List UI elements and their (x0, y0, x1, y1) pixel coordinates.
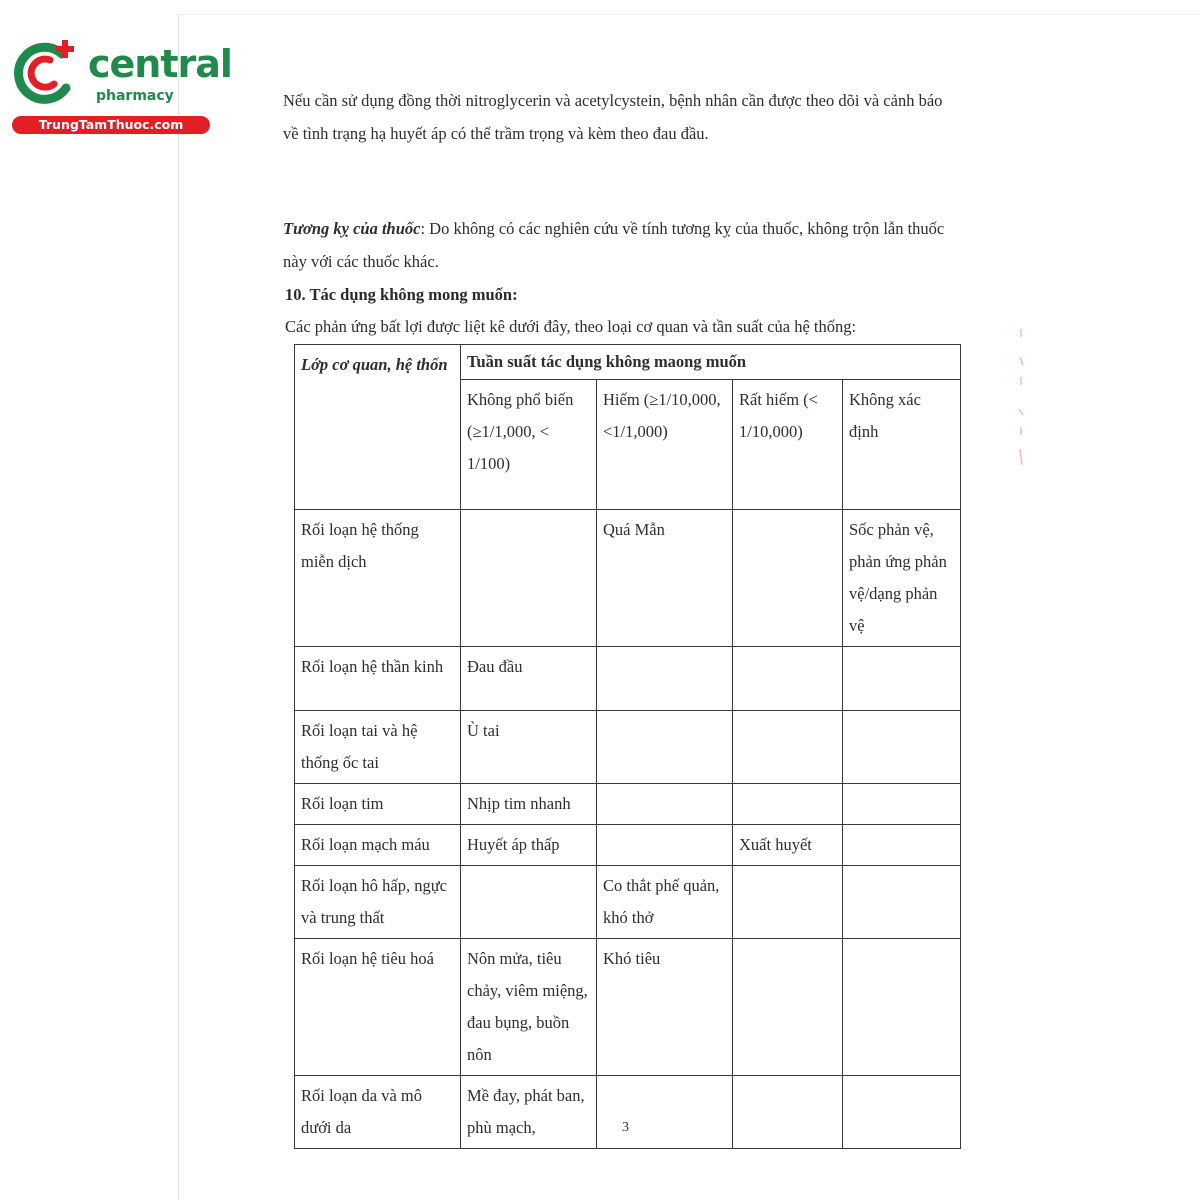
table-cell (733, 1076, 843, 1149)
cross-c-logo-icon (10, 38, 80, 108)
table-row (295, 1076, 961, 1149)
organ-cell: Rối loạn hệ thần kinh (295, 647, 461, 711)
column-header: Không phổ biến (≥1/1,000, < 1/100) (461, 380, 597, 510)
table-cell: Mề đay, phát ban, phù mạch, (461, 1076, 597, 1149)
table-cell: Nôn mửa, tiêu chảy, viêm miệng, đau bụng, buồn nôn (461, 939, 597, 1076)
table-cell: Co thắt phế quản, khó thở (597, 866, 733, 939)
organ-cell: Rối loạn tim (295, 784, 461, 825)
table-cell (733, 647, 843, 711)
scan-artifact-marks (1016, 325, 1026, 475)
column-header: Không xác định (843, 380, 961, 510)
section-intro: Các phản ứng bất lợi được liệt kê dưới đây, theo loại cơ quan và tần suất của hệ thống: (285, 317, 857, 336)
organ-cell: Rối loạn da và mô dưới da (295, 1076, 461, 1149)
scan-edge (178, 14, 179, 1200)
table-header-row (295, 345, 961, 380)
table-cell: Sốc phản vệ, phản ứng phản vệ/dạng phản vệ (843, 510, 961, 647)
table-cell: Huyết áp thấp (461, 825, 597, 866)
table-cell: Nhịp tim nhanh (461, 784, 597, 825)
table-cell (597, 784, 733, 825)
table-cell (597, 1076, 733, 1149)
table-row (295, 866, 961, 939)
logo-site-bar: TrungTamThuoc.com (12, 116, 210, 134)
table-cell (597, 647, 733, 711)
table-cell: Khó tiêu (597, 939, 733, 1076)
table-cell: Xuất huyết (733, 825, 843, 866)
paragraph-nitroglycerin: Nếu cần sử dụng đồng thời nitroglycerin và acetylcystein, bệnh nhân cần được theo dõi và cảnh báo về tình trạng hạ huyết áp có thể trầm trọng và kèm theo đau đầu. (283, 91, 943, 143)
table-cell (843, 1076, 961, 1149)
table-cell (597, 825, 733, 866)
table-row (295, 939, 961, 1076)
table-cell (461, 510, 597, 647)
organ-header-cell: Lớp cơ quan, hệ thốn (295, 345, 461, 510)
table-row (295, 510, 961, 647)
table-row (295, 647, 961, 711)
table-row (295, 711, 961, 784)
table-cell (597, 711, 733, 784)
table-cell (843, 866, 961, 939)
adverse-effects-table (294, 344, 961, 1149)
organ-cell: Rối loạn hệ tiêu hoá (295, 939, 461, 1076)
incompatibility-label: Tương kỵ của thuốc (283, 219, 421, 238)
table-cell: Đau đầu (461, 647, 597, 711)
scan-top-edge (178, 14, 1200, 15)
section-heading: 10. Tác dụng không mong muốn: (285, 285, 518, 304)
frequency-header-cell: Tuần suất tác dụng không maong muốn (461, 345, 961, 380)
logo-sub-text: pharmacy (96, 88, 174, 104)
organ-cell: Rối loạn mạch máu (295, 825, 461, 866)
table-cell (843, 825, 961, 866)
page-number: 3 (622, 1120, 629, 1135)
paragraph-incompatibility (283, 212, 955, 278)
table-cell (461, 866, 597, 939)
table-cell (843, 784, 961, 825)
table-cell: Quá Mẫn (597, 510, 733, 647)
table-cell (843, 939, 961, 1076)
table-row (295, 825, 961, 866)
organ-cell: Rối loạn hô hấp, ngực và trung thất (295, 866, 461, 939)
column-header: Hiếm (≥1/10,000, <1/1,000) (597, 380, 733, 510)
organ-cell: Rối loạn tai và hệ thống ốc tai (295, 711, 461, 784)
table-cell (733, 510, 843, 647)
table-cell (843, 647, 961, 711)
table-cell: Ù tai (461, 711, 597, 784)
brand-logo (10, 38, 232, 138)
incompatibility-text: : Do không có các nghiên cứu về tính tương kỵ của thuốc, không trộn lẫn thuốc này với các thuốc khác. (283, 219, 945, 271)
table-cell (733, 711, 843, 784)
logo-brand-text: central (88, 42, 232, 86)
table-row (295, 784, 961, 825)
table-cell (733, 784, 843, 825)
table-cell (733, 866, 843, 939)
organ-cell: Rối loạn hệ thống miễn dịch (295, 510, 461, 647)
table-cell (843, 711, 961, 784)
table-cell (733, 939, 843, 1076)
column-header: Rất hiếm (< 1/10,000) (733, 380, 843, 510)
